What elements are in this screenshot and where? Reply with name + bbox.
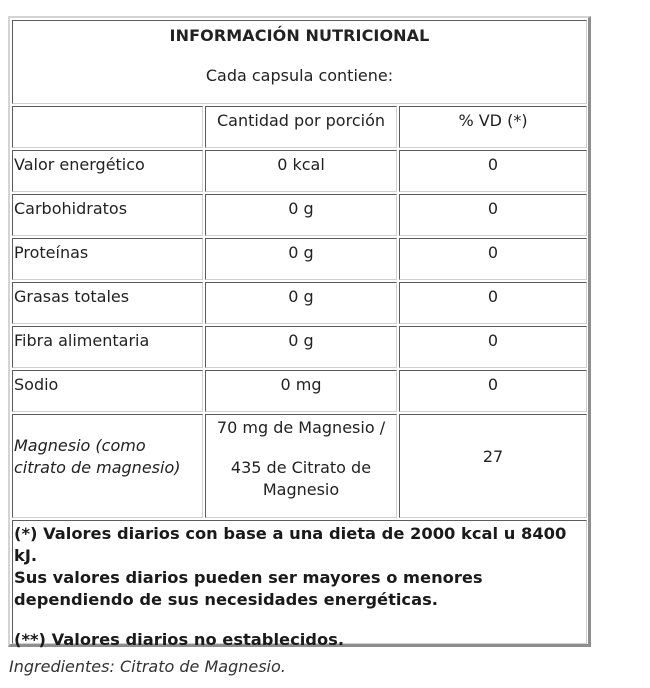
nutrient-amount: 0 g [288, 243, 314, 262]
table-subtitle: Cada capsula contiene: [205, 66, 394, 85]
footnote-line1: (*) Valores diarios con base a una dieta de 2000 kcal u 8400 kJ. [14, 524, 567, 565]
nutrient-label: Sodio [14, 375, 59, 394]
footnote-line3: dependiendo de sus necesidades energéticas. [14, 590, 438, 609]
nutrient-amount: 0 g [288, 287, 314, 306]
nutrient-label: Carbohidratos [14, 199, 128, 218]
nutrient-amount: 0 g [288, 199, 314, 218]
table-row-label-cell [12, 194, 203, 236]
nutrient-amount: 0 kcal [277, 155, 325, 174]
table-row-vd-cell [399, 150, 587, 192]
nutrient-amount: 0 mg [280, 375, 322, 394]
table-row-vd-cell [399, 194, 587, 236]
table-title: INFORMACIÓN NUTRICIONAL [169, 26, 430, 45]
table-row-amount-cell [205, 370, 397, 412]
header-amount: Cantidad por porción [217, 111, 385, 130]
table-row-vd-cell [399, 238, 587, 280]
table-row-amount-cell [205, 194, 397, 236]
magnesium-amount-line2: 435 de Citrato de [230, 458, 372, 477]
nutrition-table [8, 16, 591, 647]
magnesium-label-line1: Magnesio (como [14, 436, 146, 455]
nutrient-label: Proteínas [14, 243, 89, 262]
table-row-vd-cell [399, 326, 587, 368]
table-row-vd-cell [399, 370, 587, 412]
nutrient-vd: 0 [487, 243, 499, 262]
nutrient-vd: 0 [487, 155, 499, 174]
table-row-label-cell [12, 282, 203, 324]
ingredients-text: Ingredientes: Citrato de Magnesio. [9, 657, 286, 676]
nutrient-vd: 0 [487, 287, 499, 306]
magnesium-amount-cell [205, 414, 397, 518]
magnesium-label-cell [12, 414, 203, 518]
table-row-label-cell [12, 370, 203, 412]
table-title-cell [12, 20, 587, 104]
footnotes-cell [12, 520, 587, 649]
footnote-line4: (**) Valores diarios no establecidos. [14, 630, 345, 649]
nutrient-vd: 0 [487, 199, 499, 218]
header-vd-cell [399, 106, 587, 148]
nutrient-label: Fibra alimentaria [14, 331, 150, 350]
table-row-amount-cell [205, 282, 397, 324]
table-row-label-cell [12, 150, 203, 192]
magnesium-vd: 27 [482, 447, 504, 466]
header-amount-cell [205, 106, 397, 148]
table-row-vd-cell [399, 282, 587, 324]
table-row-amount-cell [205, 326, 397, 368]
header-empty-cell [12, 106, 203, 148]
magnesium-vd-cell [399, 414, 587, 518]
footnote-line2: Sus valores diarios pueden ser mayores o menores [14, 568, 483, 587]
table-row-label-cell [12, 326, 203, 368]
header-vd: % VD (*) [458, 111, 528, 130]
table-row-amount-cell [205, 150, 397, 192]
magnesium-amount-line1: 70 mg de Magnesio / [216, 418, 386, 437]
nutrient-vd: 0 [487, 331, 499, 350]
magnesium-amount-line3: Magnesio [262, 480, 340, 499]
table-row-amount-cell [205, 238, 397, 280]
nutrient-amount: 0 g [288, 331, 314, 350]
nutrient-label: Valor energético [14, 155, 145, 174]
nutrient-label: Grasas totales [14, 287, 130, 306]
nutrient-vd: 0 [487, 375, 499, 394]
magnesium-label-line2: citrato de magnesio) [14, 458, 181, 477]
table-row-label-cell [12, 238, 203, 280]
